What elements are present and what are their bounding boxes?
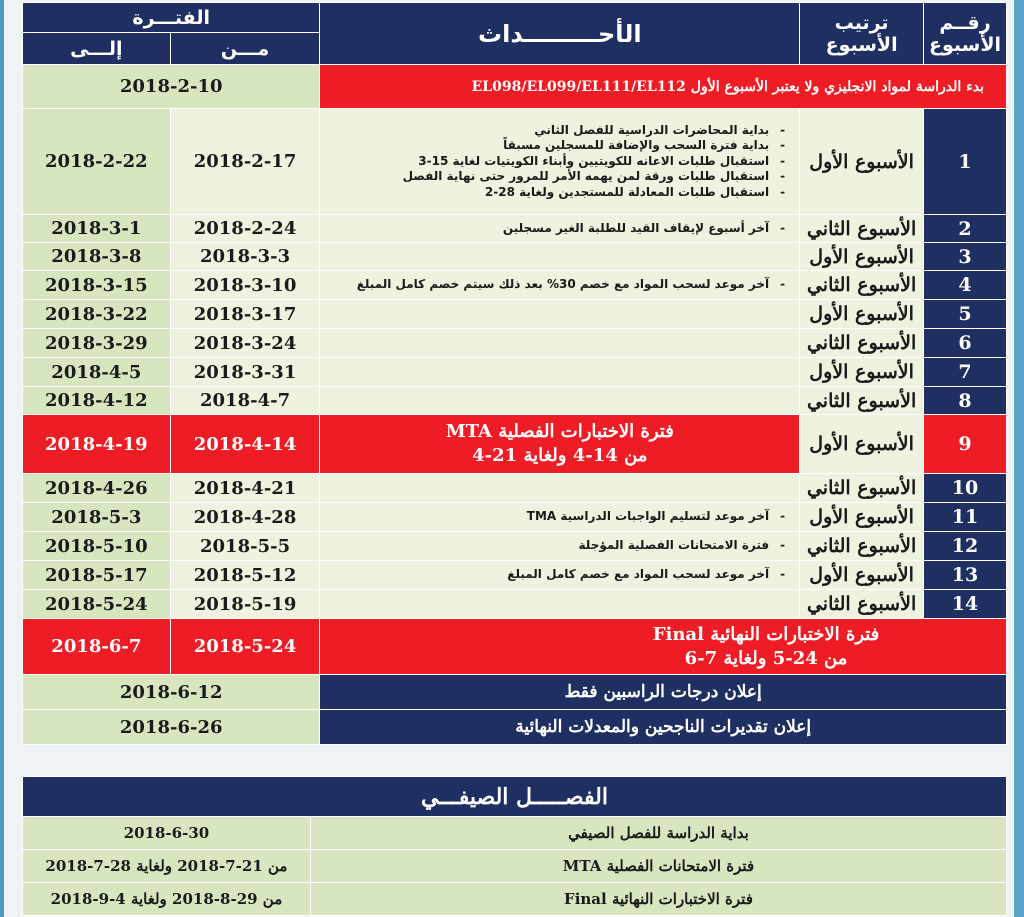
week-order: الأسبوع الثاني [800,590,924,619]
week-order: الأسبوع الثاني [800,215,924,243]
announcement-text: إعلان درجات الراسبين فقط [320,675,1007,710]
date-from: 2018-3-17 [170,300,320,329]
week-number: 9 [924,415,1007,474]
date-from: 2018-5-12 [170,561,320,590]
week-order: الأسبوع الأول [800,243,924,271]
date-to: 2018-4-26 [23,474,171,503]
table-row [23,300,1007,329]
date-to: 2018-4-5 [23,358,171,387]
week-order: الأسبوع الأول [800,358,924,387]
event-item: - آخر موعد لسحب المواد مع خصم 30% بعد ذلك سيتم خصم كامل المبلغ [320,277,791,293]
events-cell [320,532,800,561]
date-from: 2018-4-21 [170,474,320,503]
summer-label: فترة الاختبارات النهائية Final [310,883,1006,916]
week-number: 1 [924,109,1007,215]
summer-row [23,850,1007,883]
events-cell [320,300,800,329]
week-number: 10 [924,474,1007,503]
week-number: 11 [924,503,1007,532]
table-row [23,590,1007,619]
date-to: 2018-6-7 [23,619,171,675]
final-line-1: فترة الاختبارات النهائية Final [652,623,880,645]
final-events-cell [320,619,1007,675]
table-row [23,503,1007,532]
events-list [320,123,791,201]
table-row [23,358,1007,387]
events-cell [320,561,800,590]
date-from: 2018-3-3 [170,243,320,271]
week-order: الأسبوع الأول [800,503,924,532]
week-number: 12 [924,532,1007,561]
events-list [320,567,791,583]
week-number: 7 [924,358,1007,387]
date-from: 2018-3-31 [170,358,320,387]
table-row [23,532,1007,561]
events-list [320,538,791,554]
event-item: - آخر أسبوع لإيقاف القيد للطلبة الغير مسجلين [320,221,791,237]
table-row [23,561,1007,590]
event-item: - استقبال طلبات المعادلة للمستجدين ولغاية 28-2 [320,185,791,201]
date-from: 2018-2-17 [170,109,320,215]
events-list [320,221,791,237]
week-order: الأسبوع الثاني [800,532,924,561]
week-order: الأسبوع الثاني [800,387,924,415]
date-to: 2018-5-3 [23,503,171,532]
mta-line-1: فترة الاختبارات الفصلية MTA [445,421,674,442]
events-cell [320,590,800,619]
date-to: 2018-3-1 [23,215,171,243]
date-to: 2018-2-22 [23,109,171,215]
table-row [23,271,1007,300]
week-order: الأسبوع الثاني [800,474,924,503]
events-cell [320,215,800,243]
events-cell [320,387,800,415]
from-header: مـــن [170,33,320,65]
events-list [320,277,791,293]
announcement-date: 2018-6-12 [23,675,320,710]
date-from: 2018-4-7 [170,387,320,415]
events-cell [320,329,800,358]
date-to: 2018-3-29 [23,329,171,358]
table-row [23,474,1007,503]
calendar-table [22,2,1007,745]
date-to: 2018-5-17 [23,561,171,590]
date-to: 2018-3-8 [23,243,171,271]
event-item: - استقبال طلبات الاعانه للكويتيين وأبناء الكويتيات لغاية 15-3 [320,154,791,170]
summer-row [23,883,1007,916]
week-order: الأسبوع الثاني [800,271,924,300]
summer-value: من 29-8-2018 ولغاية 4-9-2018 [23,883,311,916]
summer-title: الفصـــــل الصيفـــي [23,777,1007,817]
week-number: 2 [924,215,1007,243]
date-to: 2018-4-12 [23,387,171,415]
event-item: - آخر موعد لتسليم الواجبات الدراسية TMA [320,509,791,525]
date-to: 2018-5-10 [23,532,171,561]
week-order: الأسبوع الثاني [800,329,924,358]
date-from: 2018-4-14 [170,415,320,474]
events-cell [320,474,800,503]
mta-line-2: من 14-4 ولغاية 21-4 [472,445,648,466]
final-line-2: من 24-5 ولغاية 7-6 [684,647,848,669]
summer-row [23,817,1007,850]
to-header: إلـــى [23,33,171,65]
week-number: 6 [924,329,1007,358]
date-to: 2018-3-15 [23,271,171,300]
date-to: 2018-4-19 [23,415,171,474]
week-order: الأسبوع الأول [800,561,924,590]
summer-label: فترة الامتحانات الفصلية MTA [310,850,1006,883]
date-from: 2018-5-19 [170,590,320,619]
events-list [320,509,791,525]
event-item: - فترة الامتحانات الفصلية المؤجلة [320,538,791,554]
week-number: 5 [924,300,1007,329]
events-header: الأحـــــــــداث [320,3,800,65]
table-row [23,243,1007,271]
table-row [23,215,1007,243]
date-from: 2018-2-24 [170,215,320,243]
week-number: 14 [924,590,1007,619]
final-row [23,619,1007,675]
week-number: 3 [924,243,1007,271]
week-order: الأسبوع الأول [800,109,924,215]
week-number: 13 [924,561,1007,590]
week-number-header: رقــم الأسبوع [924,3,1007,65]
table-row [23,329,1007,358]
summer-label: بداية الدراسة للفصل الصيفي [310,817,1006,850]
date-to: 2018-5-24 [23,590,171,619]
date-from: 2018-3-24 [170,329,320,358]
announcement-date: 2018-6-26 [23,710,320,745]
summer-value: من 21-7-2018 ولغاية 28-7-2018 [23,850,311,883]
summer-table [22,776,1007,916]
date-from: 2018-3-10 [170,271,320,300]
week-number: 8 [924,387,1007,415]
final-text [526,623,1006,671]
week-order: الأسبوع الأول [800,300,924,329]
table-row [23,109,1007,215]
banner-date: 2018-2-10 [23,65,320,109]
date-to: 2018-3-22 [23,300,171,329]
events-cell [320,271,800,300]
announcement-row [23,710,1007,745]
events-cell [320,358,800,387]
mta-row [23,415,1007,474]
mta-events-cell [320,415,800,474]
event-item: - بداية فترة السحب والإضافة للمسجلين مسبقاً [320,138,791,154]
table-row [23,387,1007,415]
events-cell [320,503,800,532]
week-number: 4 [924,271,1007,300]
event-item: - آخر موعد لسحب المواد مع خصم كامل المبلغ [320,567,791,583]
date-from: 2018-4-28 [170,503,320,532]
date-from: 2018-5-24 [170,619,320,675]
period-header: الفتـــرة [23,3,320,33]
week-order-header: ترتيب الأسبوع [800,3,924,65]
event-item: - بداية المحاضرات الدراسية للفصل الثاني [320,123,791,139]
announcement-row [23,675,1007,710]
banner-text: بدء الدراسة لمواد الانجليزي ولا يعتبر الأسبوع الأول EL098/EL099/EL111/EL112 [320,65,1007,109]
date-from: 2018-5-5 [170,532,320,561]
events-cell [320,243,800,271]
announcement-text: إعلان تقديرات الناجحين والمعدلات النهائية [320,710,1007,745]
summer-value: 2018-6-30 [23,817,311,850]
events-cell [320,109,800,215]
week-order: الأسبوع الأول [800,415,924,474]
event-item: - استقبال طلبات ورقة لمن يهمه الأمر للمرور حتى نهاية الفصل [320,169,791,185]
